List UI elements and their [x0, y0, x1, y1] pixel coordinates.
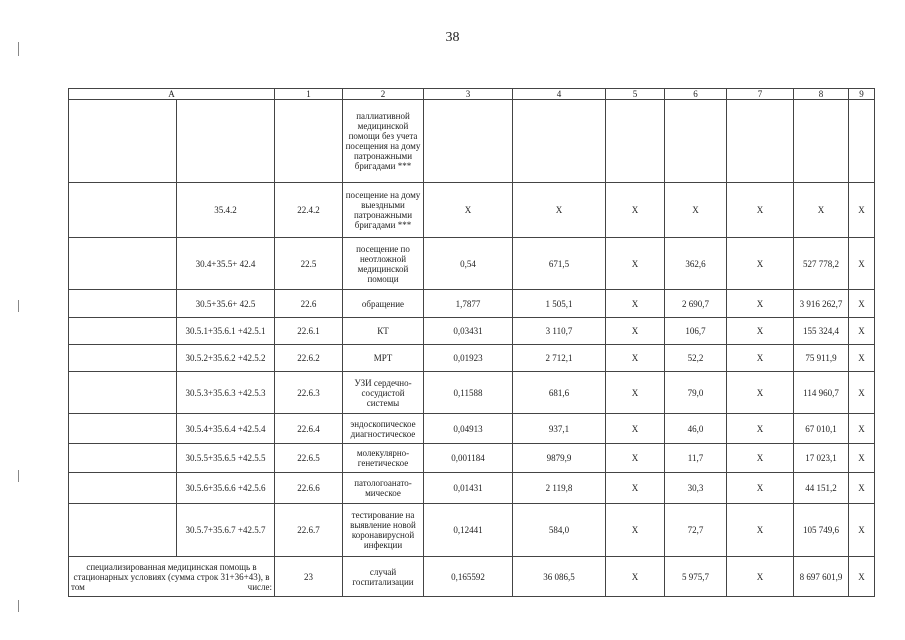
value-cell: X	[606, 444, 665, 473]
blank-cell	[69, 504, 177, 557]
line-number-cell: 22.6.1	[275, 318, 343, 345]
value-cell: X	[727, 372, 794, 414]
table-row	[69, 504, 875, 557]
value-cell: X	[665, 183, 727, 238]
margin-mark	[18, 600, 19, 612]
row-code-cell: 30.5.1+35.6.1 +42.5.1	[177, 318, 275, 345]
line-number-cell: 23	[275, 557, 343, 597]
value-cell: 44 151,2	[794, 473, 849, 504]
value-cell: 681,6	[513, 372, 606, 414]
blank-cell	[69, 414, 177, 444]
value-cell: X	[849, 372, 875, 414]
line-number-cell: 22.6	[275, 290, 343, 318]
value-cell: X	[849, 414, 875, 444]
value-cell: 362,6	[665, 238, 727, 290]
value-cell: 0,04913	[424, 414, 513, 444]
line-number-cell: 22.6.6	[275, 473, 343, 504]
unit-cell: МРТ	[343, 345, 424, 372]
value-cell: 1,7877	[424, 290, 513, 318]
tariff-table	[68, 88, 875, 597]
value-cell: 0,11588	[424, 372, 513, 414]
line-number-cell	[275, 100, 343, 183]
value-cell: 46,0	[665, 414, 727, 444]
blank-cell	[69, 183, 177, 238]
blank-cell	[69, 100, 177, 183]
value-cell	[727, 100, 794, 183]
header-cell: 5	[606, 89, 665, 100]
value-cell: 0,12441	[424, 504, 513, 557]
value-cell: 584,0	[513, 504, 606, 557]
value-cell: 106,7	[665, 318, 727, 345]
unit-cell: посещение по неотложной медицинской помощи	[343, 238, 424, 290]
value-cell: X	[849, 557, 875, 597]
value-cell: X	[727, 504, 794, 557]
value-cell: X	[513, 183, 606, 238]
table-row	[69, 290, 875, 318]
unit-cell: паллиативной медицинской помощи без учета посещения на дому патронажными бригадами ***	[343, 100, 424, 183]
value-cell: X	[849, 290, 875, 318]
line-number-cell: 22.6.5	[275, 444, 343, 473]
line-number-cell: 22.6.3	[275, 372, 343, 414]
blank-cell	[69, 444, 177, 473]
value-cell: X	[727, 318, 794, 345]
value-cell: X	[727, 183, 794, 238]
value-cell: 1 505,1	[513, 290, 606, 318]
value-cell: 5 975,7	[665, 557, 727, 597]
line-number-cell: 22.6.7	[275, 504, 343, 557]
value-cell: X	[849, 238, 875, 290]
blank-cell	[69, 473, 177, 504]
value-cell: X	[727, 557, 794, 597]
value-cell: 3 916 262,7	[794, 290, 849, 318]
row-code-cell: 30.5.6+35.6.6 +42.5.6	[177, 473, 275, 504]
value-cell	[606, 100, 665, 183]
value-cell: X	[849, 345, 875, 372]
value-cell: 0,01923	[424, 345, 513, 372]
value-cell: X	[849, 504, 875, 557]
header-cell: 1	[275, 89, 343, 100]
value-cell: X	[606, 372, 665, 414]
unit-cell: случай госпитализации	[343, 557, 424, 597]
margin-mark	[18, 42, 19, 56]
value-cell: X	[849, 183, 875, 238]
header-cell: 6	[665, 89, 727, 100]
value-cell: 79,0	[665, 372, 727, 414]
value-cell: 8 697 601,9	[794, 557, 849, 597]
unit-cell: УЗИ сердечно-сосудистой системы	[343, 372, 424, 414]
value-cell: X	[727, 414, 794, 444]
row-code-cell: 30.5.3+35.6.3 +42.5.3	[177, 372, 275, 414]
blank-cell	[69, 290, 177, 318]
table-row	[69, 473, 875, 504]
value-cell: X	[606, 557, 665, 597]
value-cell: X	[606, 414, 665, 444]
value-cell	[424, 100, 513, 183]
value-cell: 105 749,6	[794, 504, 849, 557]
margin-mark	[18, 470, 19, 482]
value-cell: 67 010,1	[794, 414, 849, 444]
blank-cell	[69, 238, 177, 290]
value-cell: X	[849, 473, 875, 504]
header-cell: 2	[343, 89, 424, 100]
line-number-cell: 22.6.4	[275, 414, 343, 444]
value-cell: X	[606, 473, 665, 504]
unit-cell: эндоскопическое диагностическое	[343, 414, 424, 444]
table-row	[69, 372, 875, 414]
value-cell: X	[606, 318, 665, 345]
value-cell: 72,7	[665, 504, 727, 557]
line-number-cell: 22.5	[275, 238, 343, 290]
value-cell: 0,03431	[424, 318, 513, 345]
unit-cell: тестирование на выявление новой коронавирусной инфекции	[343, 504, 424, 557]
unit-cell: молекулярно-генетическое	[343, 444, 424, 473]
value-cell: 0,001184	[424, 444, 513, 473]
row-code-cell: 30.5.4+35.6.4 +42.5.4	[177, 414, 275, 444]
blank-cell	[69, 318, 177, 345]
row-code-cell: 30.5.5+35.6.5 +42.5.5	[177, 444, 275, 473]
value-cell: 2 712,1	[513, 345, 606, 372]
page-number: 38	[445, 30, 460, 45]
value-cell: 937,1	[513, 414, 606, 444]
value-cell: X	[424, 183, 513, 238]
blank-cell	[69, 345, 177, 372]
header-row	[69, 89, 875, 100]
value-cell: X	[727, 345, 794, 372]
value-cell: 52,2	[665, 345, 727, 372]
unit-cell: КТ	[343, 318, 424, 345]
value-cell	[513, 100, 606, 183]
header-cell: 7	[727, 89, 794, 100]
value-cell: X	[727, 473, 794, 504]
line-number-cell: 22.6.2	[275, 345, 343, 372]
table-row	[69, 557, 875, 597]
value-cell: X	[849, 318, 875, 345]
value-cell: X	[727, 444, 794, 473]
row-code-cell: 30.5.7+35.6.7 +42.5.7	[177, 504, 275, 557]
row-code-cell: 30.4+35.5+ 42.4	[177, 238, 275, 290]
value-cell: 2 119,8	[513, 473, 606, 504]
value-cell: 0,01431	[424, 473, 513, 504]
unit-cell: патологоанато-мическое	[343, 473, 424, 504]
table-row	[69, 444, 875, 473]
header-cell: 9	[849, 89, 875, 100]
value-cell: X	[849, 444, 875, 473]
value-cell: 17 023,1	[794, 444, 849, 473]
unit-cell: обращение	[343, 290, 424, 318]
value-cell	[794, 100, 849, 183]
value-cell: X	[727, 238, 794, 290]
value-cell: 9879,9	[513, 444, 606, 473]
value-cell: 0,165592	[424, 557, 513, 597]
row-code-cell: 30.5+35.6+ 42.5	[177, 290, 275, 318]
value-cell	[849, 100, 875, 183]
table-row	[69, 183, 875, 238]
value-cell: X	[606, 504, 665, 557]
section-label-cell: специализированная медицинская помощь в стационарных условиях (сумма строк 31+36+43), в том числе:	[69, 557, 275, 597]
row-code-cell: 35.4.2	[177, 183, 275, 238]
unit-cell: посещение на дому выездными патронажными бригадами ***	[343, 183, 424, 238]
value-cell: 2 690,7	[665, 290, 727, 318]
table-row	[69, 345, 875, 372]
row-code-cell: 30.5.2+35.6.2 +42.5.2	[177, 345, 275, 372]
value-cell: 75 911,9	[794, 345, 849, 372]
row-code-cell	[177, 100, 275, 183]
value-cell: 114 960,7	[794, 372, 849, 414]
value-cell: X	[606, 290, 665, 318]
value-cell: X	[606, 238, 665, 290]
value-cell: 0,54	[424, 238, 513, 290]
value-cell: X	[606, 345, 665, 372]
table-row	[69, 414, 875, 444]
value-cell	[665, 100, 727, 183]
table-row	[69, 238, 875, 290]
table-row	[69, 100, 875, 183]
header-cell: А	[69, 89, 275, 100]
value-cell: 3 110,7	[513, 318, 606, 345]
blank-cell	[69, 372, 177, 414]
value-cell: 527 778,2	[794, 238, 849, 290]
value-cell: X	[727, 290, 794, 318]
value-cell: 11,7	[665, 444, 727, 473]
margin-mark	[18, 300, 19, 312]
table-row	[69, 318, 875, 345]
header-cell: 3	[424, 89, 513, 100]
value-cell: 36 086,5	[513, 557, 606, 597]
value-cell: X	[606, 183, 665, 238]
value-cell: 155 324,4	[794, 318, 849, 345]
value-cell: 671,5	[513, 238, 606, 290]
value-cell: X	[794, 183, 849, 238]
header-cell: 4	[513, 89, 606, 100]
header-cell: 8	[794, 89, 849, 100]
value-cell: 30,3	[665, 473, 727, 504]
line-number-cell: 22.4.2	[275, 183, 343, 238]
